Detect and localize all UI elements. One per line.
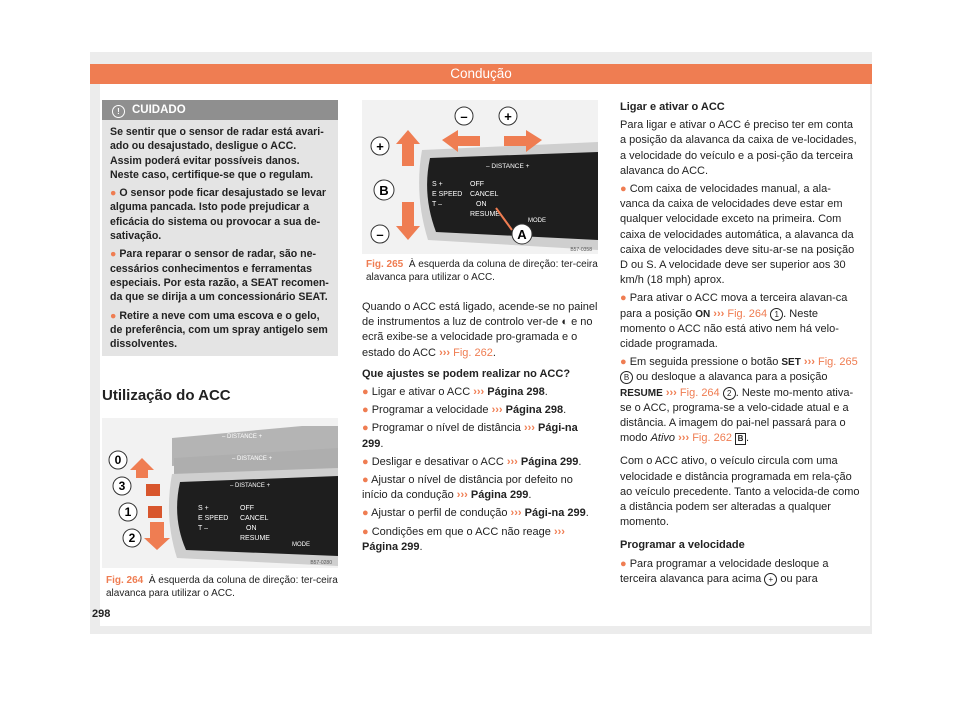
list-item: ● Ajustar o nível de distância por defeito no início da condução ››› Página 299.: [362, 474, 573, 502]
figure-code: B57-0358: [570, 247, 592, 253]
button-label-resume: RESUME: [620, 387, 663, 399]
middle-column: [362, 300, 600, 558]
figure-code: B57-0280: [310, 560, 332, 566]
button-label-on: ON: [695, 308, 711, 320]
list-item-text: Ajustar o nível de distância por defeito no início da condução: [362, 474, 573, 502]
stalk-speed-label: E SPEED: [198, 515, 229, 522]
figure-264: [102, 418, 338, 568]
list-item-text: Em seguida pressione o botão: [629, 356, 779, 369]
stalk-label-ghost-2: – DISTANCE +: [232, 456, 273, 462]
position-marker-icon: [146, 484, 160, 496]
figure-label: Fig. 264: [106, 575, 144, 586]
callout-plus: +: [504, 109, 512, 124]
heading-ligar: Ligar e ativar o ACC: [620, 101, 725, 113]
figure-265-illustration: [362, 100, 598, 254]
page-ref-link[interactable]: Página 299: [520, 455, 579, 468]
callout-ref: B: [620, 371, 633, 384]
stalk-speed-label: E SPEED: [432, 191, 463, 198]
list-item: ● Condições em que o ACC não reage ››› Página 299.: [362, 525, 565, 553]
button-label-set: SET: [781, 357, 801, 369]
list-item-text: Com caixa de velocidades manual, a ala-vanca da caixa de velocidades deve estar em qualquer velocidade exceto na primeira. Com caixa de velocidades automática, a alavanca da caixa de velocidades deve situ-ar-se na posição D ou S. A velocidade deve ser superior aos 30 km/h (18 mph) aprox.: [620, 183, 855, 287]
stalk-label-ghost-1: – DISTANCE +: [222, 434, 263, 440]
figure-ref-link[interactable]: Fig. 264: [727, 307, 768, 320]
stalk-t-label: T –: [432, 201, 442, 208]
intro-paragraph: Quando o ACC está ligado, acende-se no painel de instrumentos a luz de controlo ver-de ◐ e no ecrã exibe-se a velocidade pro-gramada e o estado do ACC ››› Fig. 262.: [362, 301, 598, 359]
figure-ref-link[interactable]: Fig. 264: [679, 386, 720, 399]
speedometer-icon: ◐: [561, 316, 568, 329]
figure-label: Fig. 265: [366, 259, 404, 270]
page-header: Condução: [90, 64, 872, 84]
callout-2: 2: [128, 531, 136, 545]
caution-box: [102, 100, 338, 356]
list-item-text: ou desloque a alavanca para a posição: [636, 371, 828, 384]
list-item-text: . Neste momento o ACC não está ativo nem há velo-cidade programada.: [620, 307, 839, 351]
stalk-on-label: ON: [246, 525, 257, 532]
list-item-text: Programar o nível de distância: [371, 422, 521, 435]
stalk-s-label: S +: [432, 181, 443, 188]
caution-paragraph: Se sentir que o sensor de radar está avari-ado ou desajustado, desligue o ACC. Assim poderá evitar possíveis danos. Neste caso, certifique-se que o regulam.: [110, 126, 324, 181]
page-ref-link[interactable]: Pági-na 299: [524, 507, 586, 520]
section-title: Utilização do ACC: [102, 387, 231, 404]
caution-bullet: ● Retire a neve com uma escova e o gelo, de preferência, com um spray antigelo sem dissolventes.: [110, 309, 328, 351]
callout-ref: 2: [723, 387, 736, 400]
list-item-text: Programar a velocidade: [371, 404, 489, 417]
intro-text: Quando o ACC está ligado, acende-se no painel de instrumentos a luz de controlo ver-de: [362, 301, 598, 329]
list-item: ● Ligar e ativar o ACC ››› Página 298.: [362, 386, 548, 399]
figure-264-caption: [106, 574, 338, 600]
figure-ref-link[interactable]: Fig. 262: [692, 432, 732, 445]
stalk-mode-label: MODE: [528, 218, 546, 224]
caution-bullet: ● O sensor pode ficar desajustado se levar alguma pancada. Isto pode prejudicar a eficácia do sistema ou provocar a sua de-sativação.: [110, 187, 327, 243]
page-number: 298: [92, 608, 111, 620]
list-item-text: Desligar e desativar o ACC: [371, 455, 504, 468]
page-ref-link[interactable]: Página 298: [487, 386, 545, 399]
figure-ref-link[interactable]: Fig. 262: [453, 346, 493, 359]
stalk-resume-label: RESUME: [470, 211, 500, 218]
callout-3: 3: [118, 479, 126, 493]
stalk-off-label: OFF: [470, 181, 484, 188]
heading-programar: Programar a velocidade: [620, 539, 745, 552]
callout-ref: 1: [770, 308, 783, 321]
list-item: ● Para programar a velocidade desloque a terceira alavanca para acima + ou para: [620, 557, 829, 585]
page-ref-link[interactable]: Pági-na 299: [362, 422, 578, 450]
page-ref-link[interactable]: Página 299: [362, 540, 420, 553]
info-circle-icon: !: [112, 105, 125, 118]
list-item: ● Programar a velocidade ››› Página 298.: [362, 404, 567, 417]
page-ref-link[interactable]: Página 298: [505, 404, 564, 417]
paragraph: Com o ACC ativo, o veículo circula com uma velocidade e distância programada em rela-ção ao veículo precedente. Tanto a velocida-de como a distância podem ser alteradas a qualquer momento.: [620, 455, 860, 529]
mode-name: Ativo: [650, 432, 676, 445]
stalk-t-label: T –: [198, 525, 208, 532]
callout-a: A: [517, 227, 527, 242]
stalk-on-label: ON: [476, 201, 487, 208]
list-item: ● Em seguida pressione o botão SET ››› Fig. 265 B ou desloque a alavanca para a posição RESUME ››› Fig. 264 2 . Neste mo-mento ativa-se o ACC, programa-se a velo-cidade atual e a distância. A imagem do pai-nel passará para o modo Ativo ››› Fig. 262 B .: [620, 356, 858, 445]
intro-text: e no ecrã exibe-se a velocidade pro-gramada e o estado do ACC: [362, 316, 593, 359]
list-item-text: . Neste mo-mento ativa-se o ACC, programa-se a velo-cidade atual e a distância. A imagem do pai-nel passará para o modo: [620, 386, 854, 445]
caution-header: [102, 100, 338, 120]
stalk-distance-label: – DISTANCE +: [486, 163, 530, 170]
caution-bullet-text: Para reparar o sensor de radar, são ne-cessários conhecimentos e ferramentas especiais. Por esta razão, a SEAT recomen-da que se dirija a um concessionário SEAT.: [110, 248, 329, 304]
list-item: ● Desligar e desativar o ACC ››› Página 299.: [362, 455, 582, 468]
figure-ref-link[interactable]: Fig. 265: [817, 356, 858, 369]
stalk-s-label: S +: [198, 505, 209, 512]
callout-ref: B: [735, 433, 746, 445]
list-item-text: Para ativar o ACC mova a terceira alavan-ca para a posição: [620, 292, 848, 320]
list-item: ● Programar o nível de distância ››› Pági-na 299.: [362, 422, 578, 450]
stalk-distance-label: – DISTANCE +: [230, 483, 271, 489]
callout-minus: –: [460, 109, 468, 124]
stalk-resume-label: RESUME: [240, 535, 270, 542]
caution-bullet: ● Para reparar o sensor de radar, são ne-cessários conhecimentos e ferramentas especiais. Por esta razão, a SEAT recomen-da que se dirija a um concessionário SEAT.: [110, 248, 329, 304]
figure-caption-text: À esquerda da coluna de direção: ter-ceira alavanca para utilizar o ACC.: [106, 575, 338, 599]
caution-bullet-text: O sensor pode ficar desajustado se levar alguma pancada. Isto pode prejudicar a eficácia do sistema ou provocar a sua de-sativação.: [110, 187, 327, 243]
figure-264-illustration: [102, 418, 338, 568]
list-item-text: Ajustar o perfil de condução: [371, 507, 508, 520]
callout-minus: –: [376, 227, 384, 242]
callout-b: B: [379, 183, 389, 198]
figure-265: [362, 100, 598, 254]
list-item: ● Com caixa de velocidades manual, a ala-vanca da caixa de velocidades deve estar em qualquer velocidade exceto na primeira. Com caixa de velocidades automática, a alavanca da caixa de velocidades deve situ-ar-se na posição D ou S. A velocidade deve ser superior aos 30 km/h (18 mph) aprox.: [620, 183, 855, 287]
list-item-text: Condições em que o ACC não reage: [371, 525, 551, 538]
figure-265-caption: [366, 258, 598, 284]
list-item: ● Para ativar o ACC mova a terceira alavan-ca para a posição ON ››› Fig. 264 1 . Neste momento o ACC não está ativo nem há velo-cidade programada.: [620, 292, 848, 351]
stalk-off-label: OFF: [240, 505, 254, 512]
caution-title: CUIDADO: [132, 104, 186, 116]
list-item: ● Ajustar o perfil de condução ››› Pági-na 299.: [362, 507, 589, 520]
question-heading: Que ajustes se podem realizar no ACC?: [362, 367, 571, 380]
callout-ref: +: [764, 573, 777, 586]
stalk-cancel-label: CANCEL: [240, 515, 269, 522]
paragraph: Para ligar e ativar o ACC é preciso ter em conta a posição da alavanca da caixa de ve-locidades, a velocidade do veículo e a posi-ção da terceira alavanca do ACC.: [620, 119, 857, 177]
page-ref-link[interactable]: Página 299: [470, 489, 529, 502]
caution-bullet-text: Retire a neve com uma escova e o gelo, de preferência, com um spray antigelo sem dissolventes.: [110, 309, 328, 351]
position-marker-icon: [148, 506, 162, 518]
figure-caption-text: À esquerda da coluna de direção: ter-ceira alavanca para utilizar o ACC.: [366, 259, 598, 283]
list-item-text: ou para: [780, 572, 818, 585]
list-item-text: Para programar a velocidade desloque a terceira alavanca para acima: [620, 557, 829, 585]
stalk-cancel-label: CANCEL: [470, 191, 499, 198]
stalk-mode-label: MODE: [292, 542, 310, 548]
callout-0: 0: [114, 453, 122, 467]
caution-body: [102, 120, 338, 351]
callout-1: 1: [124, 505, 132, 519]
right-column: [620, 100, 860, 590]
list-item-text: Ligar e ativar o ACC: [371, 386, 471, 399]
callout-plus: +: [376, 139, 384, 154]
